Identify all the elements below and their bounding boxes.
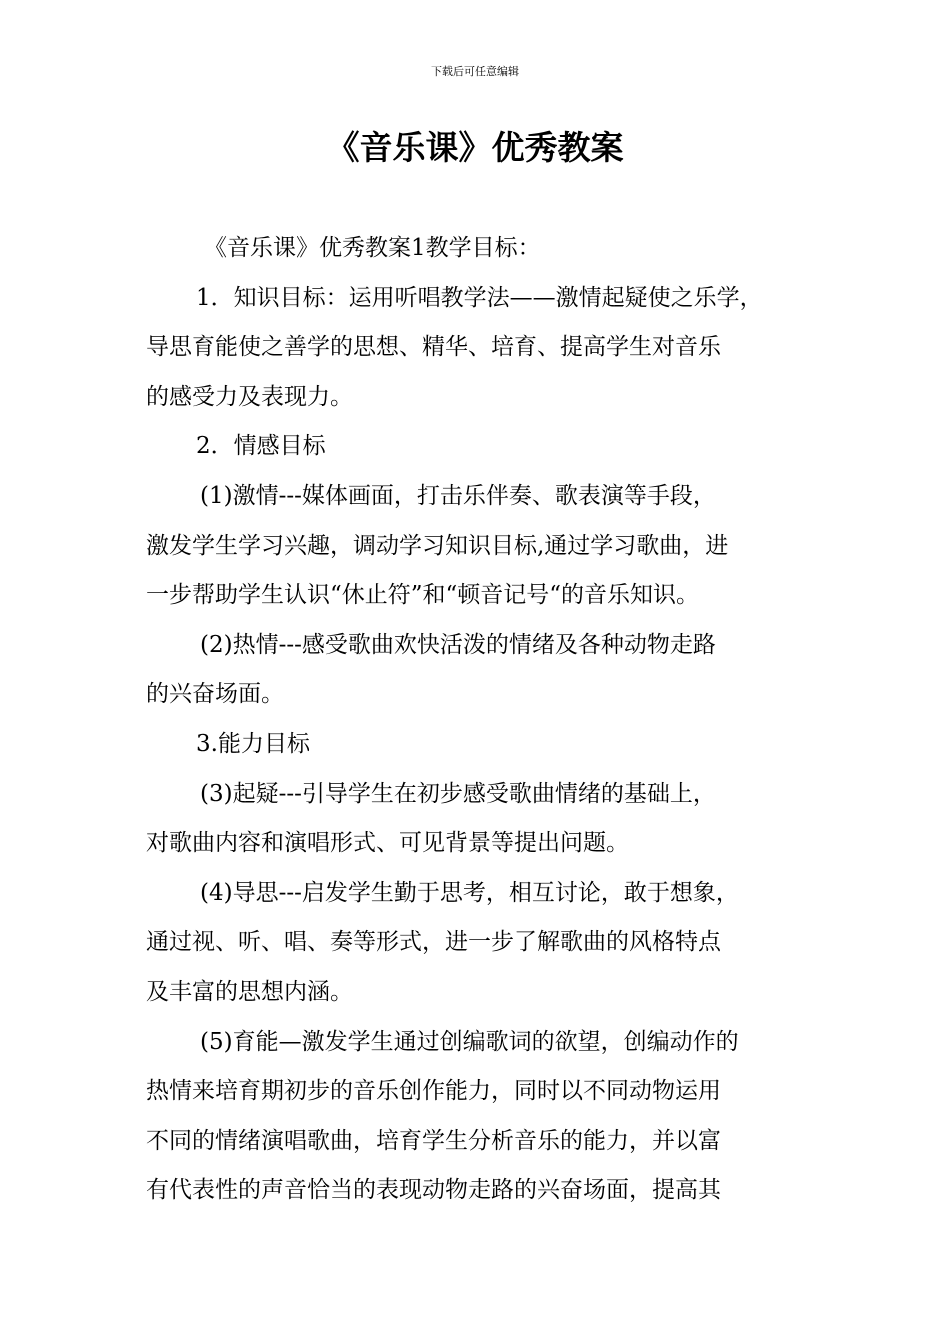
paragraph <box>146 274 831 423</box>
paragraph-line: (1)激情---媒体画面，打击乐伴奏、歌表演等手段， <box>200 482 716 509</box>
paragraph-line: 不同的情绪演唱歌曲，培育学生分析音乐的能力，并以富 <box>146 1127 721 1154</box>
paragraph-line: 1．知识目标：运用听唱教学法——激情起疑使之乐学， <box>196 284 763 311</box>
paragraph-line: 激发学生学习兴趣，调动学习知识目标,通过学习歌曲，进 <box>146 532 729 559</box>
paragraph <box>146 422 831 472</box>
paragraph-line: 的兴奋场面。 <box>146 681 284 708</box>
paragraph-line: (4)导思---启发学生勤于思考，相互讨论，敢于想象， <box>200 879 739 906</box>
paragraph-line: 及丰富的思想内涵。 <box>146 978 353 1005</box>
paragraph-line: (2)热情---感受歌曲欢快活泼的情绪及各种动物走路 <box>200 631 716 658</box>
paragraph <box>146 720 831 770</box>
document-body <box>146 224 831 1216</box>
paragraph-line: 3.能力目标 <box>196 730 310 757</box>
paragraph-line: 导思育能使之善学的思想、精华、培育、提高学生对音乐 <box>146 334 721 361</box>
document-title: 《音乐课》优秀教案 <box>326 128 624 167</box>
paragraph-line: 有代表性的声音恰当的表现动物走路的兴奋场面，提高其 <box>146 1177 721 1204</box>
paragraph-line: (3)起疑---引导学生在初步感受歌曲情绪的基础上， <box>200 780 716 807</box>
paragraph <box>146 224 831 274</box>
paragraph-line: 通过视、听、唱、奏等形式，进一步了解歌曲的风格特点 <box>146 929 721 956</box>
paragraph-line: 热情来培育期初步的音乐创作能力，同时以不同动物运用 <box>146 1078 721 1105</box>
paragraph <box>146 770 831 869</box>
paragraph-line: 的感受力及表现力。 <box>146 383 353 410</box>
paragraph <box>146 869 831 1018</box>
header-note: 下载后可任意编辑 <box>431 65 519 78</box>
paragraph <box>146 621 831 720</box>
paragraph-line: 一步帮助学生认识“休止符”和“顿音记号“的音乐知识。 <box>146 582 700 609</box>
paragraph-line: 2．情感目标 <box>196 433 326 460</box>
paragraph-line: (5)育能—激发学生通过创编歌词的欲望，创编动作的 <box>200 1028 739 1055</box>
paragraph-line: 《音乐课》优秀教案1教学目标： <box>204 235 541 261</box>
paragraph <box>146 472 831 621</box>
paragraph-line: 对歌曲内容和演唱形式、可见背景等提出问题。 <box>146 830 629 857</box>
paragraph <box>146 1018 831 1216</box>
